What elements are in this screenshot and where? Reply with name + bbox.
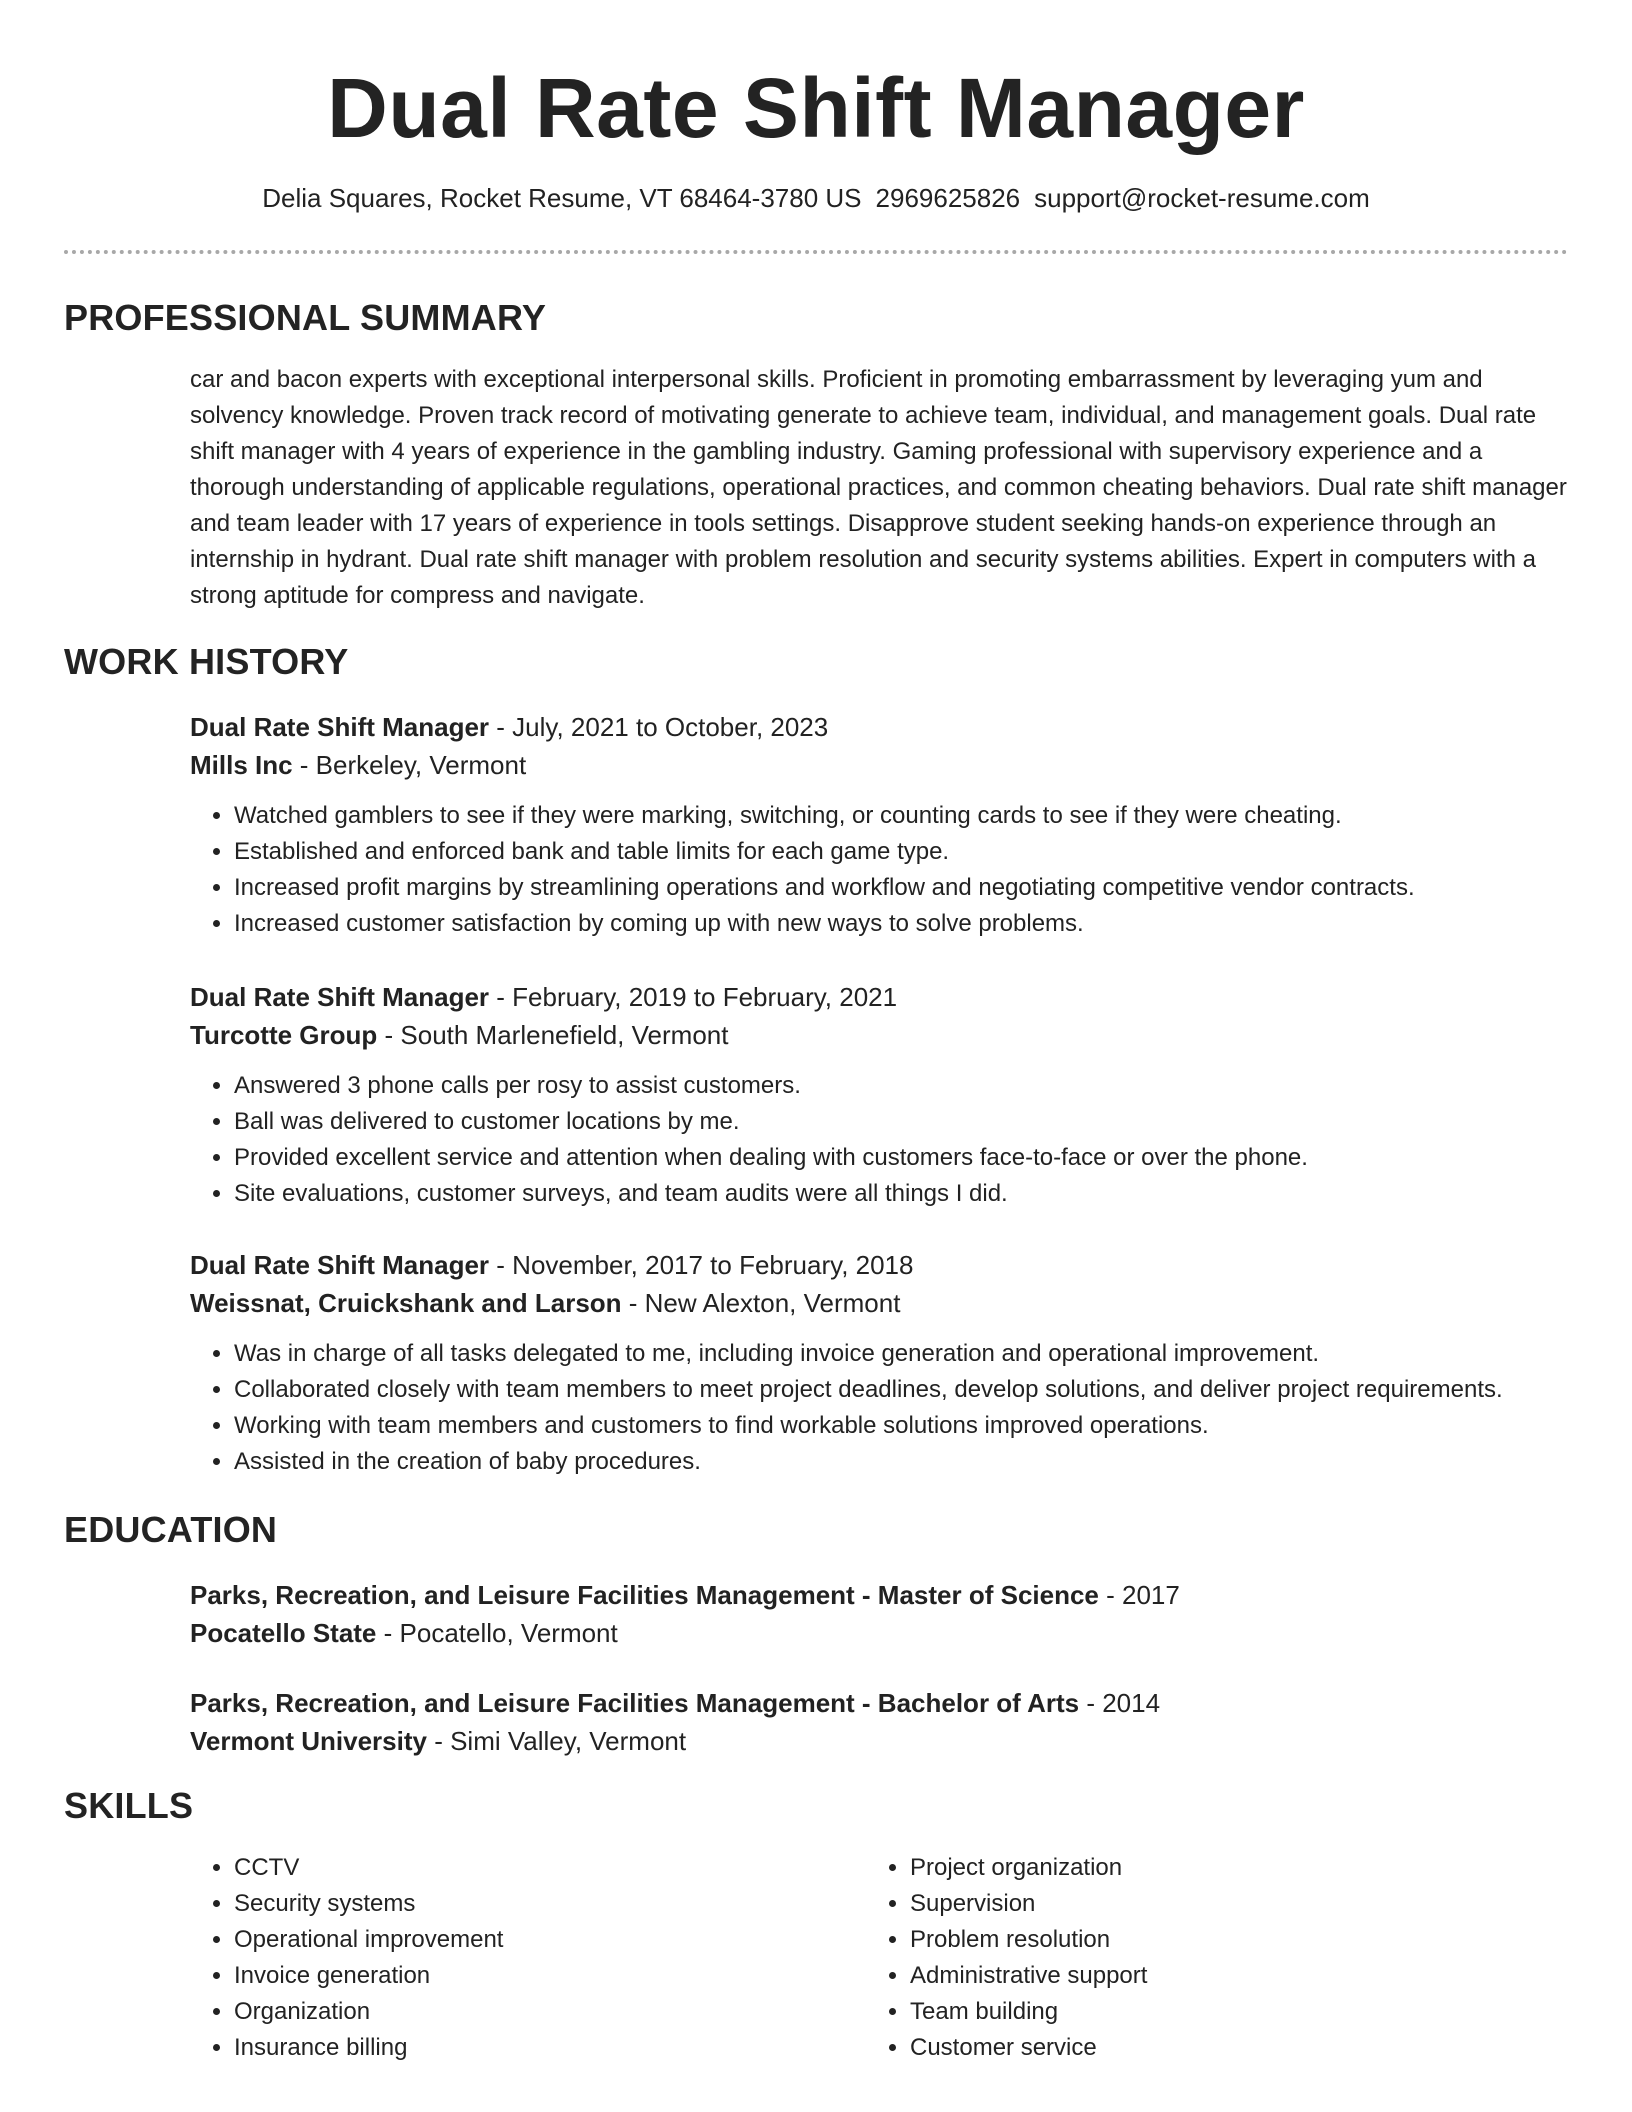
job-role: Dual Rate Shift Manager (190, 712, 490, 742)
job-bullet: • Was in charge of all tasks delegated to me, including invoice generation and operational improvement. (234, 1336, 1570, 1372)
skill-item: • Administrative support (910, 1958, 1486, 1994)
job-bullet: • Watched gamblers to see if they were marking, switching, or counting cards to see if they were cheating. (234, 798, 1570, 834)
education-year: - 2017 (1098, 1580, 1180, 1610)
skill-item: • Supervision (910, 1886, 1486, 1922)
job-bullet: • Provided excellent service and attention when dealing with customers face-to-face or over the phone. (234, 1140, 1570, 1176)
contact-line (0, 180, 1632, 216)
contact-address: Delia Squares, Rocket Resume, VT 68464-3780 US (262, 183, 862, 213)
job-bullet: • Increased customer satisfaction by coming up with new ways to solve problems. (234, 906, 1570, 942)
job-bullet: • Increased profit margins by streamlining operations and workflow and negotiating competitive vendor contracts. (234, 870, 1570, 906)
education-heading: EDUCATION (64, 1509, 278, 1550)
skill-item: • CCTV (234, 1850, 810, 1886)
job-title-line (190, 708, 1570, 746)
skills-list (190, 1850, 810, 2066)
resume-name: Dual Rate Shift Manager (327, 61, 1305, 155)
job-location: - Berkeley, Vermont (292, 750, 527, 780)
education-degree: Parks, Recreation, and Leisure Facilities Management - Bachelor of Arts (190, 1688, 1080, 1718)
education-degree-line (190, 1576, 1570, 1614)
skills-heading: SKILLS (64, 1785, 194, 1826)
summary-text: car and bacon experts with exceptional interpersonal skills. Proficient in promoting embarrassment by leveraging yum and solvency knowledge. Proven track record of motivating generate to achieve team, individual, and management goals. Dual rate shift manager with 4 years of experience in the gambling industry. Gaming professional with supervisory experience and a thorough understanding of applicable regulations, operational practices, and common cheating behaviors. Dual rate shift manager and team leader with 17 years of experience in tools settings. Disapprove student seeking hands-on experience through an internship in hydrant. Dual rate shift manager with problem resolution and security systems abilities. Expert in computers with a strong aptitude for compress and navigate. (190, 366, 1567, 609)
skill-item: • Problem resolution (910, 1922, 1486, 1958)
education-entry (190, 1576, 1570, 1652)
job-bullet: • Ball was delivered to customer locations by me. (234, 1104, 1570, 1140)
job-bullet: • Assisted in the creation of baby procedures. (234, 1444, 1570, 1480)
job-dates: - July, 2021 to October, 2023 (489, 712, 829, 742)
skill-item: • Insurance billing (234, 2030, 810, 2066)
job-role: Dual Rate Shift Manager (190, 982, 490, 1012)
skill-item: • Organization (234, 1994, 810, 2030)
job-company-line (190, 1016, 1570, 1054)
summary-heading: PROFESSIONAL SUMMARY (64, 297, 547, 338)
education-degree: Parks, Recreation, and Leisure Facilities Management - Master of Science (190, 1580, 1099, 1610)
skill-item: • Operational improvement (234, 1922, 810, 1958)
job-company: Turcotte Group (190, 1020, 378, 1050)
job-company: Mills Inc (190, 750, 293, 780)
job-location: - South Marlenefield, Vermont (377, 1020, 729, 1050)
job-entry (190, 1246, 1570, 1480)
education-school-line (190, 1614, 1570, 1652)
job-bullets (190, 798, 1570, 942)
job-bullet: • Working with team members and customers to find workable solutions improved operations. (234, 1408, 1570, 1444)
job-bullet: • Answered 3 phone calls per rosy to assist customers. (234, 1068, 1570, 1104)
skills-list (866, 1850, 1486, 2066)
contact-phone: 2969625826 (875, 183, 1021, 213)
education-degree-line (190, 1684, 1570, 1722)
job-dates: - November, 2017 to February, 2018 (489, 1250, 914, 1280)
skills-column-right (866, 1850, 1486, 2066)
skill-item: • Team building (910, 1994, 1486, 2030)
job-title-line (190, 1246, 1570, 1284)
education-year: - 2014 (1079, 1688, 1161, 1718)
job-role: Dual Rate Shift Manager (190, 1250, 490, 1280)
job-dates: - February, 2019 to February, 2021 (489, 982, 898, 1012)
job-bullet: • Collaborated closely with team members to meet project deadlines, develop solutions, and deliver project requirements. (234, 1372, 1570, 1408)
job-company-line (190, 1284, 1570, 1322)
education-location: - Pocatello, Vermont (376, 1618, 618, 1648)
skill-item: • Invoice generation (234, 1958, 810, 1994)
job-entry (190, 978, 1570, 1212)
job-location: - New Alexton, Vermont (621, 1288, 901, 1318)
skill-item: • Security systems (234, 1886, 810, 1922)
skills-column-left (190, 1850, 810, 2066)
job-bullets (190, 1068, 1570, 1212)
contact-email: support@rocket-resume.com (1034, 183, 1370, 213)
job-bullet: • Established and enforced bank and table limits for each game type. (234, 834, 1570, 870)
work-history-heading: WORK HISTORY (64, 641, 349, 682)
education-location: - Simi Valley, Vermont (426, 1726, 687, 1756)
job-company-line (190, 746, 1570, 784)
education-entry (190, 1684, 1570, 1760)
education-school: Vermont University (190, 1726, 427, 1756)
job-title-line (190, 978, 1570, 1016)
skill-item: • Project organization (910, 1850, 1486, 1886)
header-divider (64, 250, 1568, 254)
job-entry (190, 708, 1570, 942)
job-bullet: • Site evaluations, customer surveys, and team audits were all things I did. (234, 1176, 1570, 1212)
job-bullets (190, 1336, 1570, 1480)
education-school-line (190, 1722, 1570, 1760)
skill-item: • Customer service (910, 2030, 1486, 2066)
education-school: Pocatello State (190, 1618, 377, 1648)
job-company: Weissnat, Cruickshank and Larson (190, 1288, 622, 1318)
